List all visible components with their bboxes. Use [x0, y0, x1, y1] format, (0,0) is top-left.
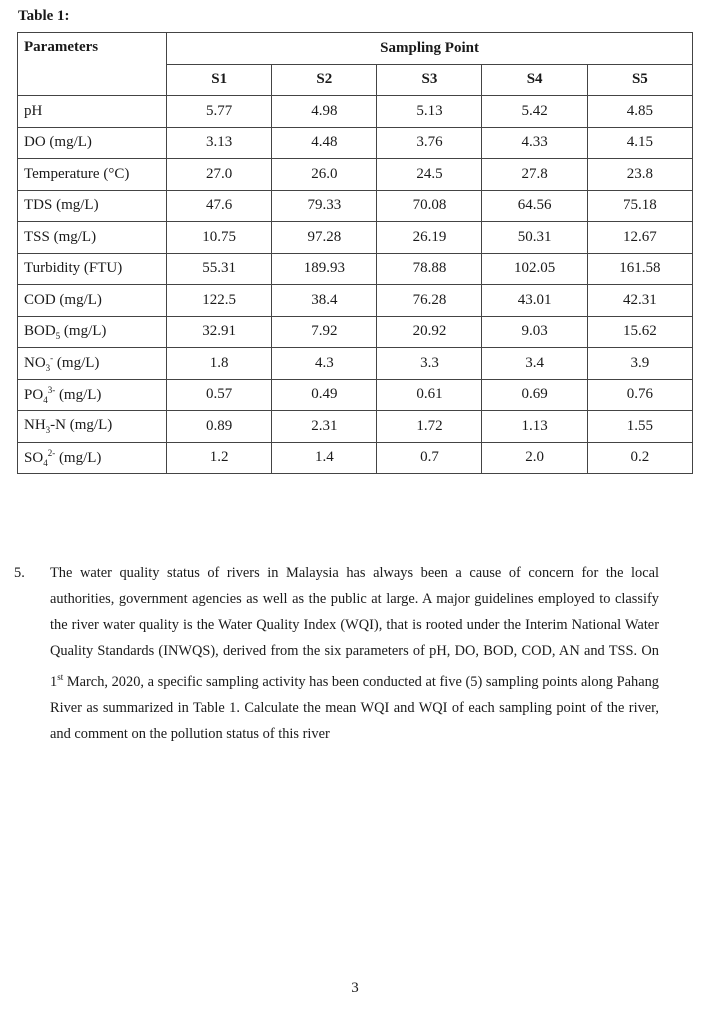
table-cell: 4.48	[272, 127, 377, 159]
param-unit: -N (mg/L)	[50, 417, 113, 434]
param-subscript: 3	[45, 425, 51, 436]
table-cell: 4.85	[587, 96, 692, 128]
column-header-s3: S3	[377, 64, 482, 96]
table-cell: 161.58	[587, 253, 692, 285]
table-cell: 26.19	[377, 222, 482, 254]
parameters-header: Parameters	[18, 33, 167, 96]
table-cell: 27.8	[482, 159, 587, 191]
param-subscript: 3	[45, 363, 51, 374]
param-turbidity: Turbidity (FTU)	[18, 253, 167, 285]
column-header-s2: S2	[272, 64, 377, 96]
table-cell: 9.03	[482, 316, 587, 348]
table-cell: 122.5	[167, 285, 272, 317]
table-cell: 5.42	[482, 96, 587, 128]
table-cell: 0.61	[377, 379, 482, 411]
table-cell: 0.76	[587, 379, 692, 411]
param-base: NO	[24, 355, 46, 372]
param-subscript: 5	[55, 330, 61, 341]
table-cell: 55.31	[167, 253, 272, 285]
param-subscript: 4	[43, 457, 48, 468]
table-cell: 4.33	[482, 127, 587, 159]
table-cell: 2.0	[482, 442, 587, 474]
table-row	[18, 442, 693, 474]
table-cell: 70.08	[377, 190, 482, 222]
table-cell: 102.05	[482, 253, 587, 285]
table-cell: 0.7	[377, 442, 482, 474]
table-cell: 64.56	[482, 190, 587, 222]
table-cell: 47.6	[167, 190, 272, 222]
table-cell: 3.3	[377, 348, 482, 380]
table-cell: 27.0	[167, 159, 272, 191]
table-cell: 3.9	[587, 348, 692, 380]
table-cell: 50.31	[482, 222, 587, 254]
table-cell: 0.89	[167, 411, 272, 443]
table-cell: 42.31	[587, 285, 692, 317]
param-temperature: Temperature (°C)	[18, 159, 167, 191]
table-row	[18, 253, 693, 285]
table-cell: 12.67	[587, 222, 692, 254]
param-subscript: 4	[43, 394, 48, 405]
table-caption: Table 1:	[18, 8, 70, 24]
table-cell: 78.88	[377, 253, 482, 285]
table-cell: 1.72	[377, 411, 482, 443]
question-text	[50, 560, 659, 747]
table-cell: 3.4	[482, 348, 587, 380]
table-cell: 97.28	[272, 222, 377, 254]
param-unit: (mg/L)	[60, 322, 107, 339]
param-ammoniacal-nitrogen	[18, 411, 167, 443]
column-header-s5: S5	[587, 64, 692, 96]
param-base: PO	[24, 386, 44, 403]
table-cell: 4.15	[587, 127, 692, 159]
table-cell: 75.18	[587, 190, 692, 222]
param-superscript: 2-	[47, 447, 56, 458]
table-row	[18, 411, 693, 443]
question-number: 5.	[14, 565, 25, 581]
table-cell: 0.57	[167, 379, 272, 411]
table-cell: 2.31	[272, 411, 377, 443]
table-cell: 1.55	[587, 411, 692, 443]
table-cell: 7.92	[272, 316, 377, 348]
param-base: BOD	[24, 322, 56, 339]
table-row	[18, 190, 693, 222]
table-cell: 24.5	[377, 159, 482, 191]
table-row	[18, 316, 693, 348]
table-cell: 4.98	[272, 96, 377, 128]
param-do: DO (mg/L)	[18, 127, 167, 159]
param-superscript: 3-	[47, 384, 56, 395]
param-cod: COD (mg/L)	[18, 285, 167, 317]
page-number: 3	[351, 980, 359, 996]
table-row	[18, 285, 693, 317]
table-row	[18, 222, 693, 254]
table-cell: 5.77	[167, 96, 272, 128]
table-cell: 10.75	[167, 222, 272, 254]
question-5	[14, 560, 659, 747]
table-cell: 79.33	[272, 190, 377, 222]
table-row	[18, 348, 693, 380]
table-row	[18, 127, 693, 159]
param-bod5	[18, 316, 167, 348]
table-cell: 0.69	[482, 379, 587, 411]
param-unit: (mg/L)	[55, 386, 102, 403]
table-cell: 1.8	[167, 348, 272, 380]
table-cell: 23.8	[587, 159, 692, 191]
param-base: NH	[24, 417, 46, 434]
table-row	[18, 379, 693, 411]
param-base: SO	[24, 449, 44, 466]
ordinal-superscript: st	[57, 672, 64, 682]
table-cell: 3.76	[377, 127, 482, 159]
param-unit: (mg/L)	[55, 449, 102, 466]
table-cell: 1.13	[482, 411, 587, 443]
column-header-s4: S4	[482, 64, 587, 96]
param-sulfate	[18, 442, 167, 474]
table-cell: 15.62	[587, 316, 692, 348]
table-header-row	[18, 33, 693, 65]
table-cell: 3.13	[167, 127, 272, 159]
question-text-part1: The water quality status of rivers in Malaysia has always been a cause of concern for the local authorities, government agencies as well as the public at large. A major guidelines employed to classify the river water quality is the Water Quality Index (WQI), that is rooted under the Interim National Water Quality Standards (INWQS), derived from the six parameters of pH, DO, BOD, COD, AN and TSS. On 1	[50, 565, 659, 690]
table-row	[18, 159, 693, 191]
table-cell: 5.13	[377, 96, 482, 128]
table-cell: 26.0	[272, 159, 377, 191]
table-cell: 189.93	[272, 253, 377, 285]
param-unit: (mg/L)	[53, 355, 100, 372]
table-cell: 0.2	[587, 442, 692, 474]
param-tds: TDS (mg/L)	[18, 190, 167, 222]
table-cell: 76.28	[377, 285, 482, 317]
table-cell: 43.01	[482, 285, 587, 317]
table-cell: 4.3	[272, 348, 377, 380]
column-header-s1: S1	[167, 64, 272, 96]
table-cell: 0.49	[272, 379, 377, 411]
param-nitrate	[18, 348, 167, 380]
parameters-table	[17, 32, 693, 474]
sampling-point-header: Sampling Point	[167, 33, 693, 65]
param-ph: pH	[18, 96, 167, 128]
table-cell: 1.2	[167, 442, 272, 474]
param-tss: TSS (mg/L)	[18, 222, 167, 254]
table-row	[18, 96, 693, 128]
table-cell: 38.4	[272, 285, 377, 317]
table-cell: 1.4	[272, 442, 377, 474]
param-superscript: -	[50, 353, 54, 364]
question-text-part2: March, 2020, a specific sampling activity has been conducted at five (5) sampling points along Pahang River as summarized in Table 1. Calculate the mean WQI and WQI of each sampling point of the river, and comment on the pollution status of this river	[50, 673, 659, 742]
param-phosphate	[18, 379, 167, 411]
table-cell: 20.92	[377, 316, 482, 348]
table-cell: 32.91	[167, 316, 272, 348]
